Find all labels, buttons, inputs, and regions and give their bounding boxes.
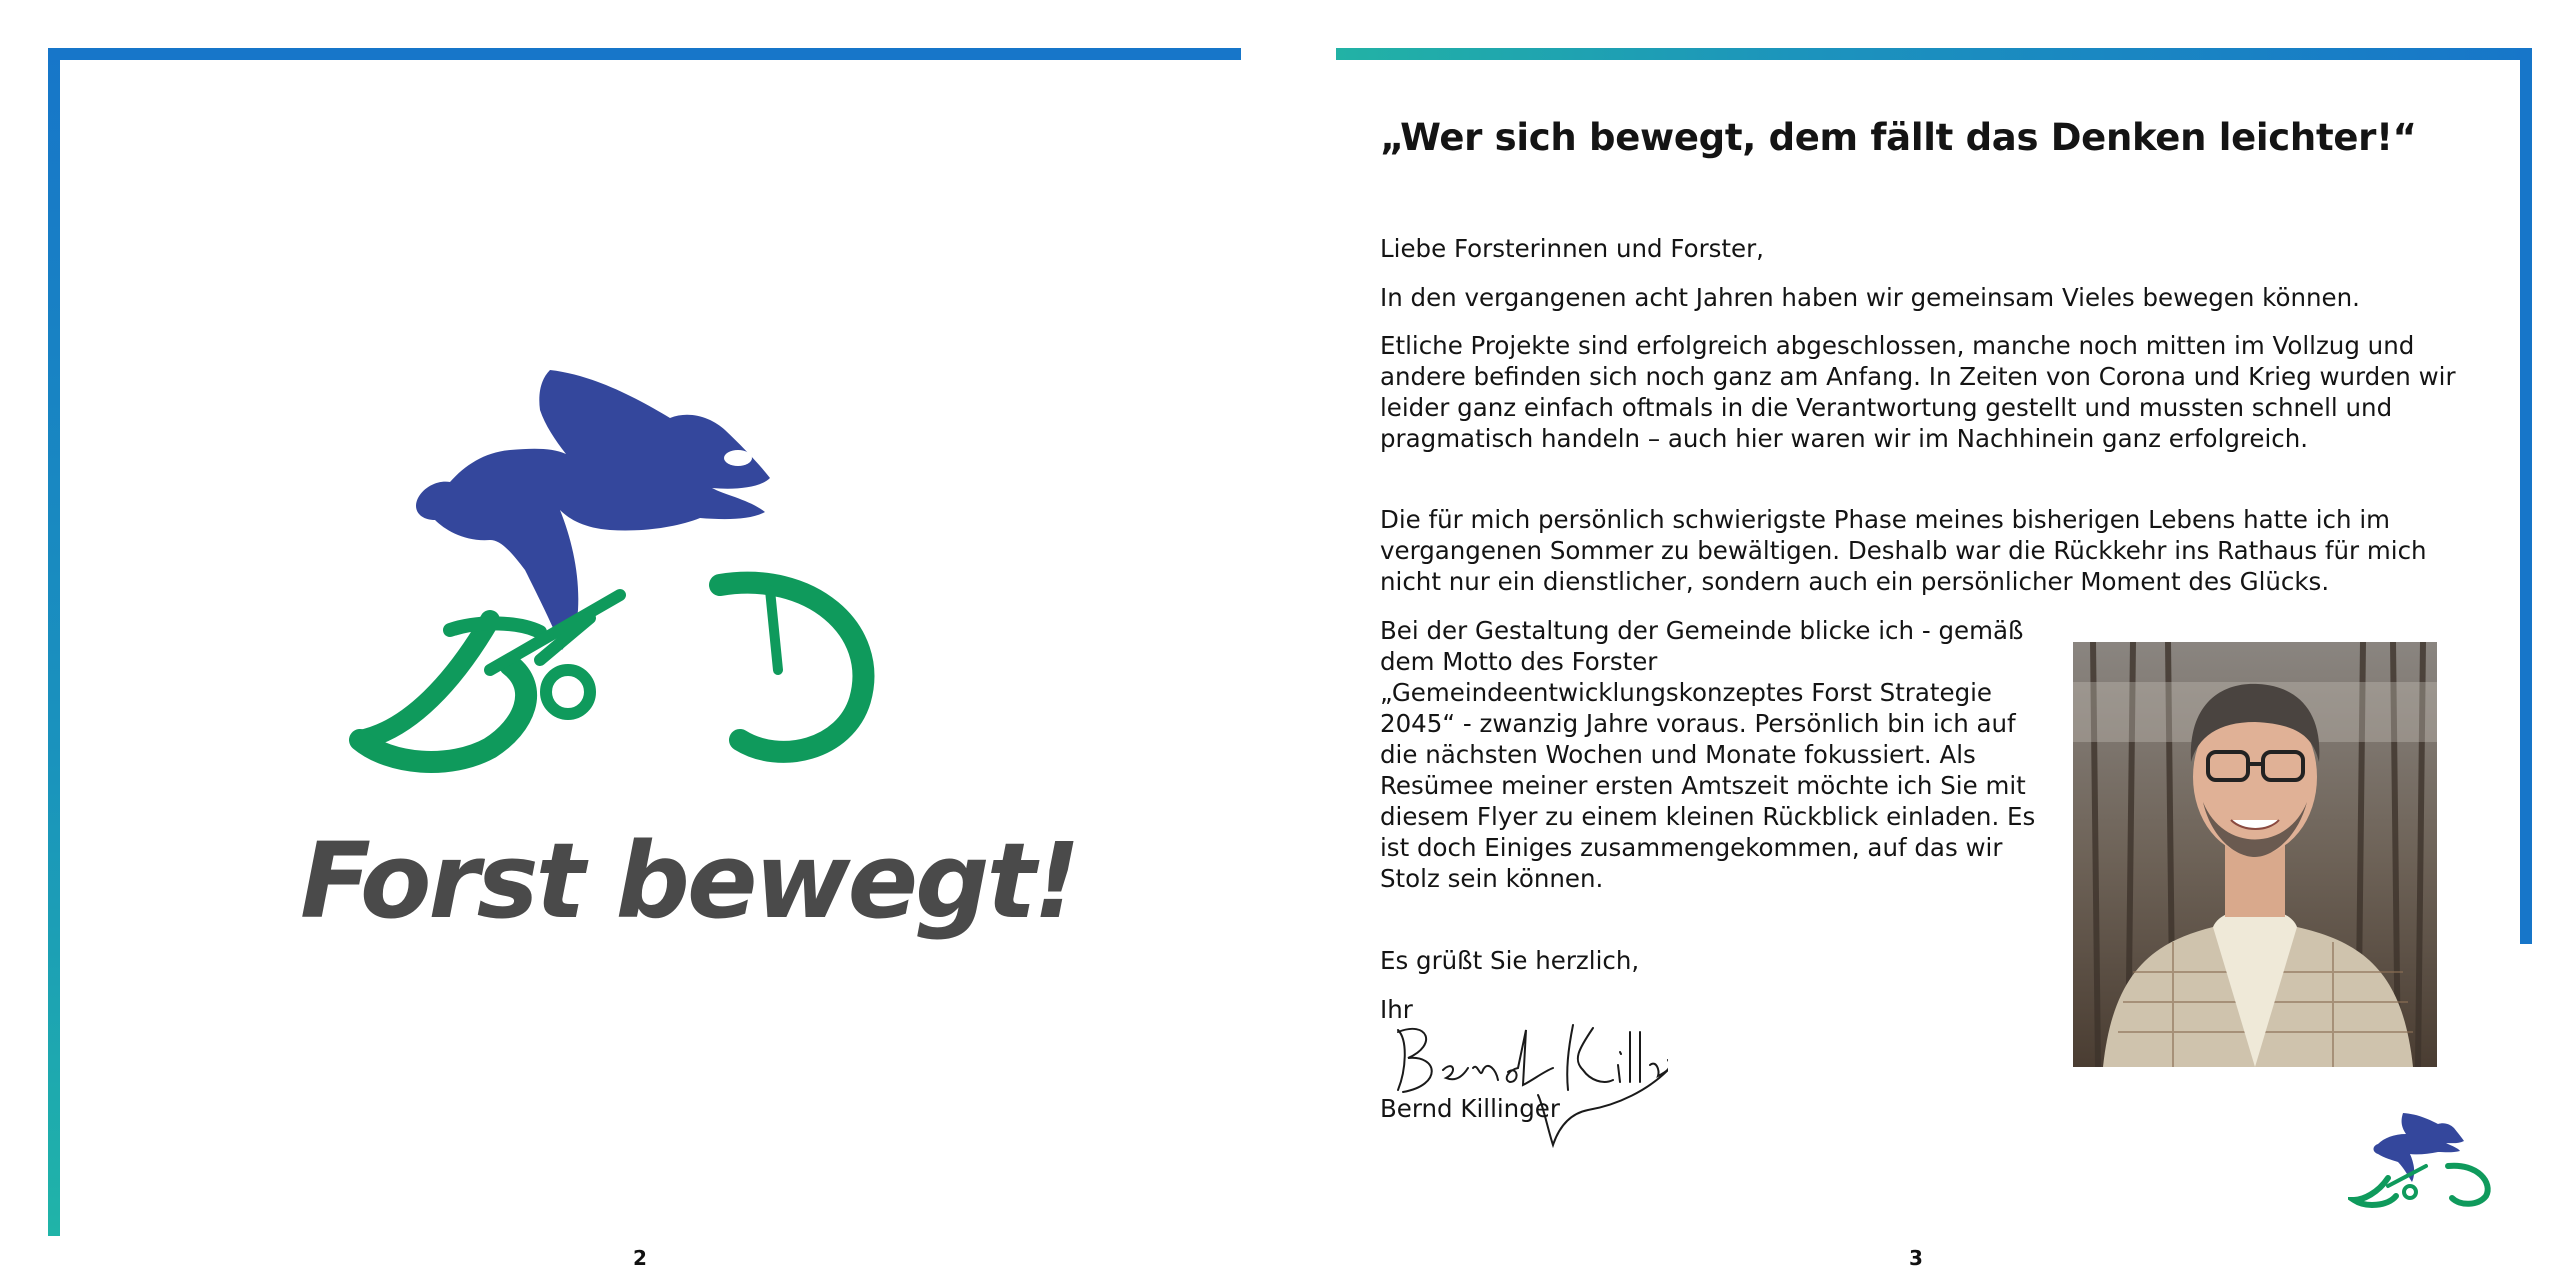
- handwritten-signature: [1368, 1010, 1668, 1150]
- paragraph-4: Bei der Gestaltung der Gemeinde blicke ich - gemäß dem Motto des Forster „Gemeindeentwicklungskonzeptes Forst Strategie 2045“ - zwanzig Jahre voraus. Persönlich bin ich auf die nächsten Wochen und Monate fokussiert. Als Resümee meiner ersten Amtszeit möchte ich Sie mit diesem Flyer zu einem kleinen Rückblick einladen. Es ist doch Einiges zusammengekommen, auf das wir Stolz sein können.: [1380, 616, 2036, 893]
- signatory-name: Bernd Killinger: [1380, 1094, 1560, 1123]
- page-number: 3: [1909, 1246, 1923, 1270]
- greeting: Liebe Forsterinnen und Forster,: [1380, 234, 1764, 263]
- frame-side-bar: [48, 48, 60, 1236]
- right-page: [1280, 0, 2560, 1280]
- slogan: Forst bewegt!: [300, 820, 1078, 942]
- frame-side-bar: [2520, 48, 2532, 944]
- paragraph-1: In den vergangenen acht Jahren haben wir gemeinsam Vieles bewegen können.: [1380, 283, 2360, 312]
- rabbit-on-bicycle-logo: [2348, 1108, 2498, 1208]
- headline: „Wer sich bewegt, dem fällt das Denken leichter!“: [1380, 116, 2417, 159]
- paragraph-3: Die für mich persönlich schwierigste Phase meines bisherigen Lebens hatte ich im vergangenen Sommer zu bewältigen. Deshalb war die Rückkehr ins Rathaus für mich nicht nur ein dienstlicher, sondern auch ein persönlicher Moment des Glücks.: [1380, 505, 2427, 596]
- rabbit-on-bicycle-logo: [340, 370, 920, 820]
- page-number: 2: [633, 1246, 647, 1270]
- closing: Es grüßt Sie herzlich,: [1380, 946, 1640, 975]
- closing-pronoun: Ihr: [1380, 995, 1413, 1024]
- portrait-photo: [2073, 642, 2437, 1067]
- frame-top-bar: [1336, 48, 2532, 60]
- frame-top-bar: [48, 48, 1241, 60]
- paragraph-2: Etliche Projekte sind erfolgreich abgeschlossen, manche noch mitten im Vollzug und andere befinden sich noch ganz am Anfang. In Zeiten von Corona und Krieg wurden wir leider ganz einfach oftmals in die Verantwortung gestellt und mussten schnell und pragmatisch handeln – auch hier waren wir im Nachhinein ganz erfolgreich.: [1380, 331, 2456, 453]
